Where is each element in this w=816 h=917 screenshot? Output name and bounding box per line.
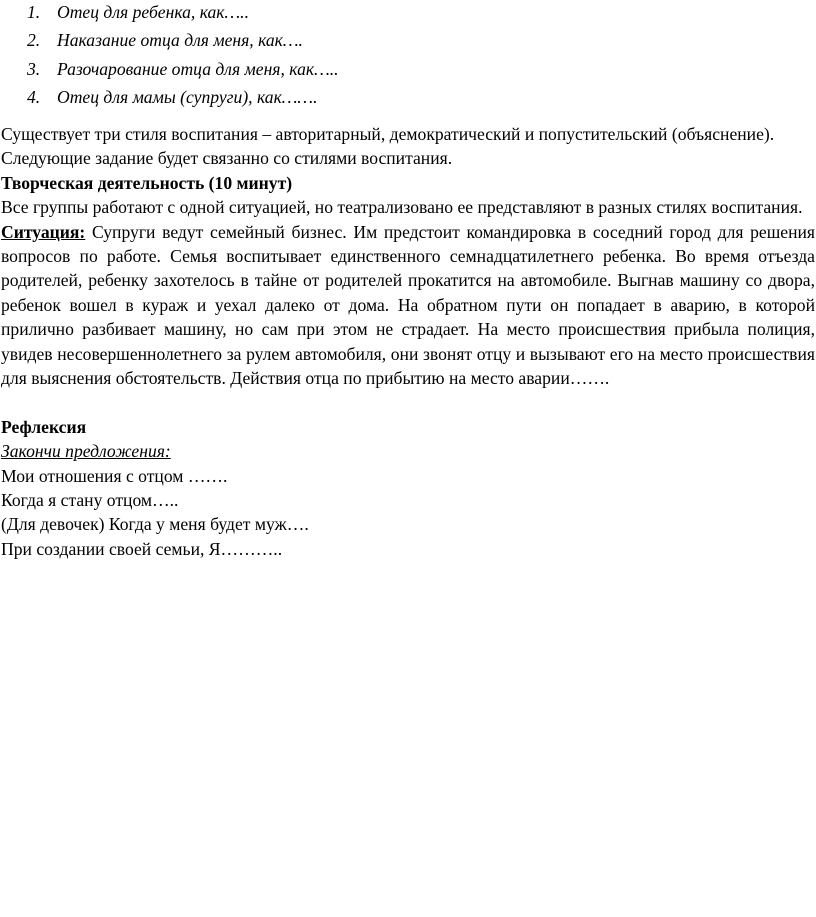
creative-text: Все группы работают с одной ситуацией, но театрализовано ее представляют в разных стилях воспитания.: [1, 197, 803, 218]
list-item-number: 2.: [27, 30, 41, 51]
reflection-line: При создании своей семьи, Я………..: [1, 538, 283, 559]
list-item-number: 3.: [27, 58, 41, 79]
reflection-line: Мои отношения с отцом …….: [1, 465, 228, 486]
blank-line: [1, 390, 815, 414]
list-item-text: Отец для мамы (супруги), как…….: [57, 87, 318, 108]
list-item-text: Отец для ребенка, как…..: [57, 2, 249, 22]
reflection-line: (Для девочек) Когда у меня будет муж….: [1, 514, 309, 535]
situation-label: Ситуация:: [1, 221, 86, 242]
list-item-number: 1.: [27, 2, 41, 22]
situation-paragraph: [1, 220, 815, 391]
reflection-subheading-text: Закончи предложения:: [1, 441, 171, 462]
reflection-subheading: [1, 439, 815, 463]
intro-line-2: Следующие задание будет связанно со стилями воспитания.: [1, 148, 453, 169]
intro-line-1: Существует три стиля воспитания – авторитарный, демократический и попустительский (объяснение).: [1, 124, 775, 144]
reflection-line: Когда я стану отцом…..: [1, 490, 179, 511]
document-body: [1, 122, 815, 561]
list-item-number: 4.: [27, 87, 41, 108]
list-item-text: Разочарование отца для меня, как…..: [57, 58, 339, 79]
situation-text: Супруги ведут семейный бизнес. Им предстоит командировка в соседний город для решения вопросов по работе. Семья воспитывает единственного семнадцатилетнего ребенка. Во время отъезда родителей, ребенку захотелось в тайне от родителей прокатится на автомобиле. Выгнав машину со двора, ребенок вошел в кураж и уехал далеко от дома. На обратном пути он попадает в аварию, в которой прилично разбивает машину, но сам при этом не страдает. На место происшествия прибыла полиция, увидев несовершеннолетнего за рулем автомобиля, они звонят отцу и вызывают его на место происшествия для выяснения обстоятельств. Действия отца по прибытию на место аварии…….: [1, 221, 815, 389]
reflection-heading: Рефлексия: [1, 416, 87, 437]
creative-heading: Творческая деятельность (10 минут): [1, 172, 293, 193]
list-item-text: Наказание отца для меня, как….: [57, 30, 303, 51]
